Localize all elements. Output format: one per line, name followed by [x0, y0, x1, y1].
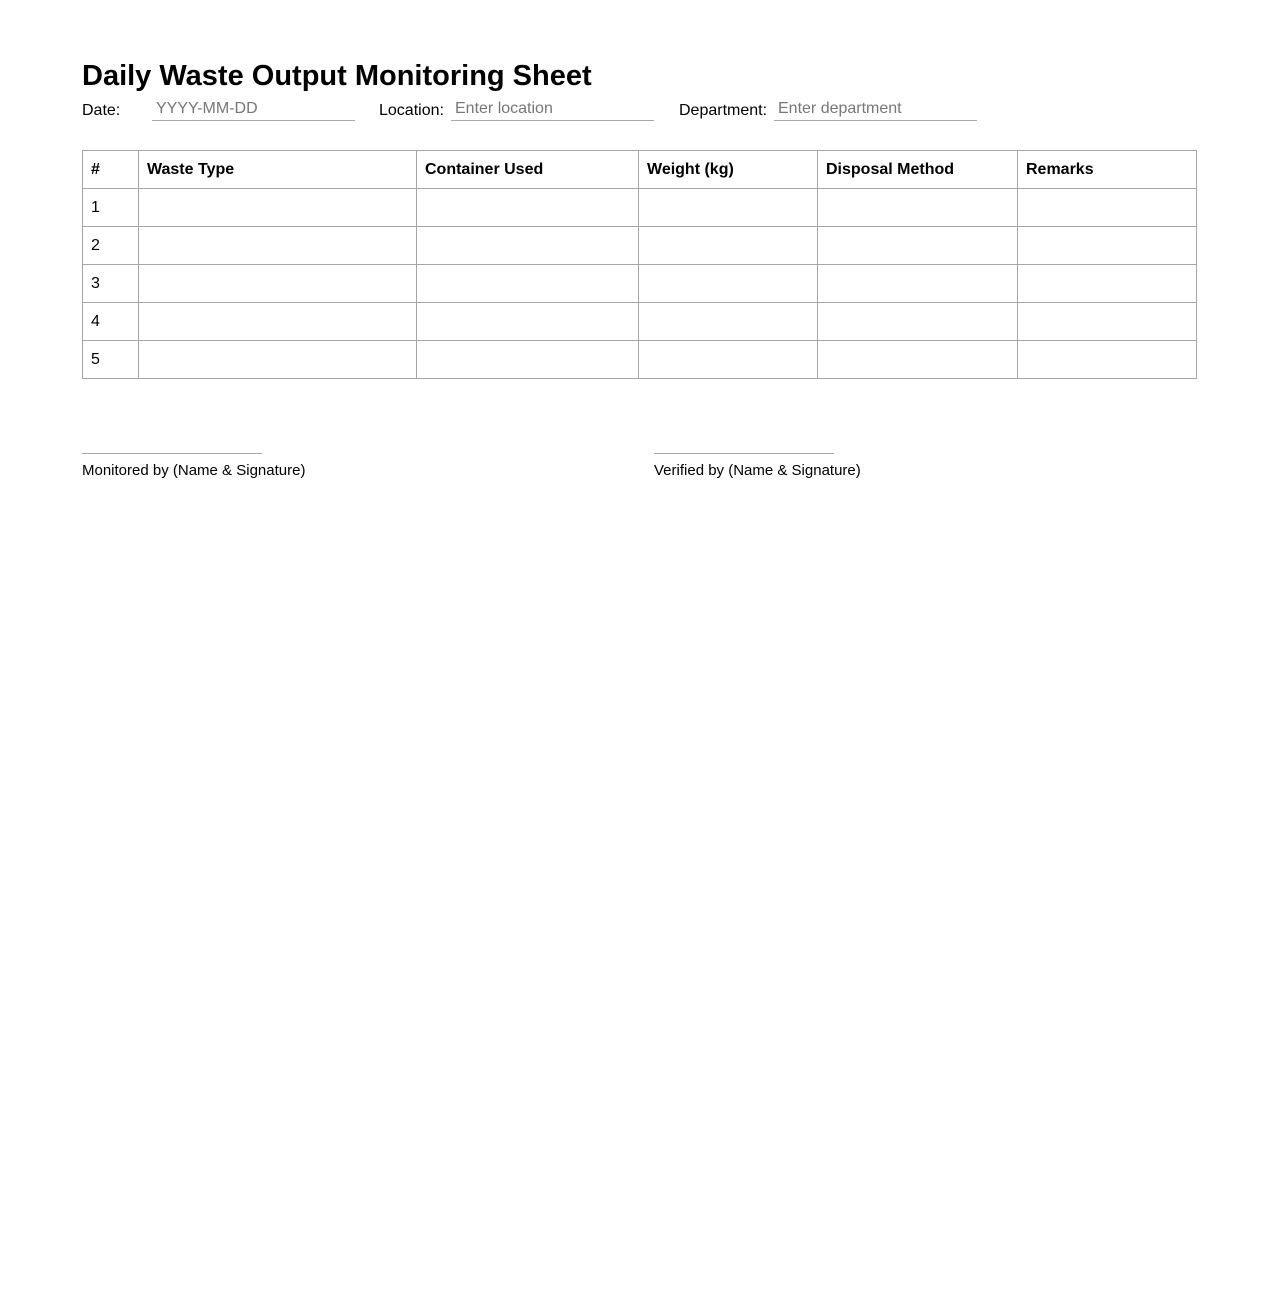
- column-header-number: #: [83, 151, 139, 189]
- remarks-cell[interactable]: [1018, 265, 1197, 303]
- disposal-method-cell[interactable]: [818, 189, 1018, 227]
- weight-cell[interactable]: [639, 189, 818, 227]
- remarks-cell[interactable]: [1018, 227, 1197, 265]
- disposal-method-cell[interactable]: [818, 341, 1018, 379]
- weight-cell[interactable]: [639, 227, 818, 265]
- table-row: [83, 265, 1197, 303]
- weight-cell[interactable]: [639, 341, 818, 379]
- page-title: Daily Waste Output Monitoring Sheet: [82, 60, 592, 92]
- remarks-cell[interactable]: [1018, 341, 1197, 379]
- table-row: [83, 227, 1197, 265]
- weight-cell[interactable]: [639, 303, 818, 341]
- weight-cell[interactable]: [639, 265, 818, 303]
- meta-row: [82, 98, 1082, 124]
- disposal-method-cell[interactable]: [818, 265, 1018, 303]
- column-header-weight: Weight (kg): [639, 151, 818, 189]
- disposal-method-cell[interactable]: [818, 303, 1018, 341]
- disposal-method-cell[interactable]: [818, 227, 1018, 265]
- table-row: [83, 341, 1197, 379]
- verified-by-signature-line[interactable]: [654, 453, 834, 454]
- department-label: Department:: [679, 102, 768, 119]
- monitored-by-signature-line[interactable]: [82, 453, 262, 454]
- waste-log-table: [82, 150, 1197, 379]
- table-row: [83, 303, 1197, 341]
- row-number: 4: [83, 303, 139, 341]
- verified-by-label: Verified by (Name & Signature): [654, 462, 861, 479]
- column-header-waste-type: Waste Type: [139, 151, 417, 189]
- container-used-cell[interactable]: [417, 341, 639, 379]
- column-header-disposal-method: Disposal Method: [818, 151, 1018, 189]
- remarks-cell[interactable]: [1018, 303, 1197, 341]
- container-used-cell[interactable]: [417, 265, 639, 303]
- date-label: Date:: [82, 102, 121, 119]
- container-used-cell[interactable]: [417, 189, 639, 227]
- monitored-by-label: Monitored by (Name & Signature): [82, 462, 306, 479]
- row-number: 2: [83, 227, 139, 265]
- column-header-container-used: Container Used: [417, 151, 639, 189]
- container-used-cell[interactable]: [417, 227, 639, 265]
- department-field[interactable]: [774, 98, 977, 121]
- location-field[interactable]: [451, 98, 654, 121]
- monitored-by-signature-block: [82, 453, 382, 480]
- waste-type-cell[interactable]: [139, 341, 417, 379]
- waste-type-cell[interactable]: [139, 227, 417, 265]
- table-header-row: [83, 151, 1197, 189]
- waste-type-cell[interactable]: [139, 189, 417, 227]
- row-number: 5: [83, 341, 139, 379]
- column-header-remarks: Remarks: [1018, 151, 1197, 189]
- container-used-cell[interactable]: [417, 303, 639, 341]
- row-number: 3: [83, 265, 139, 303]
- remarks-cell[interactable]: [1018, 189, 1197, 227]
- date-field[interactable]: [152, 98, 355, 121]
- waste-type-cell[interactable]: [139, 303, 417, 341]
- waste-type-cell[interactable]: [139, 265, 417, 303]
- table-row: [83, 189, 1197, 227]
- row-number: 1: [83, 189, 139, 227]
- location-label: Location:: [379, 102, 444, 119]
- verified-by-signature-block: [654, 453, 954, 480]
